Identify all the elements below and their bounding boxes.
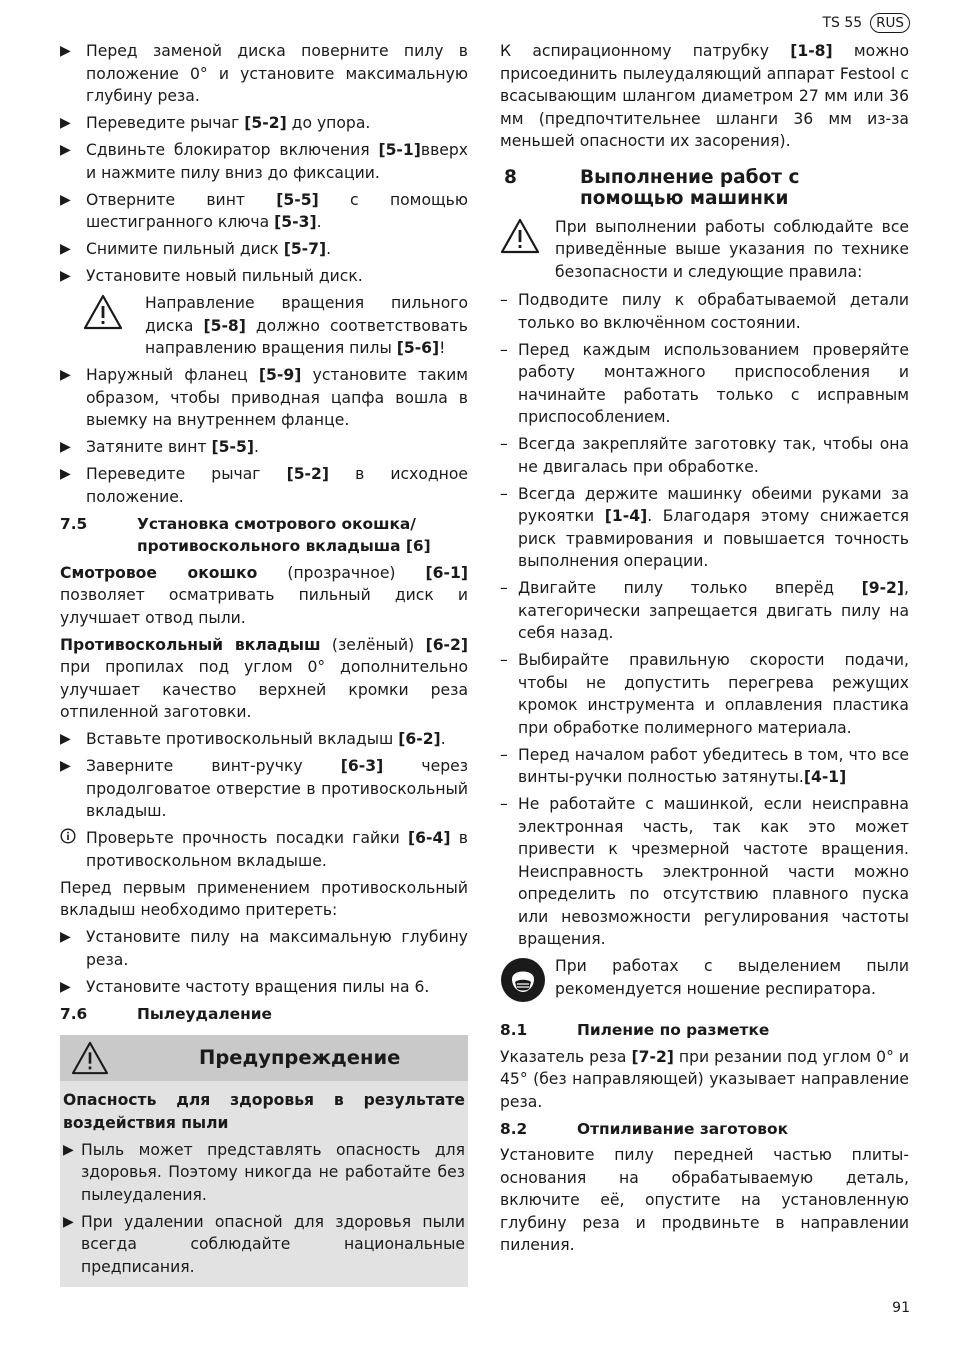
list-item: – Перед началом работ убедитесь в том, что все винты-ручки полностью затянуты.[4-1] (500, 745, 909, 786)
arrow-bullet-icon: ▶ (60, 268, 71, 284)
paragraph-8-1: Указатель реза [7-2] при резании под углом 0° и 45° (без направляющей) указывает направление реза. (500, 1047, 909, 1111)
arrow-bullet-icon: ▶ (60, 466, 71, 482)
left-column (60, 40, 468, 1287)
list-item: ▶ Перед заменой диска поверните пилу в положение 0° и установите максимальную глубину реза. (60, 40, 468, 108)
paragraph-insert: Противоскольный вкладыш (зелёный) [6-2] при пропилах под углом 0° дополнительно улучшает качество верхней кромки реза отпиленной заготовки. (60, 635, 468, 721)
arrow-bullet-icon: ▶ (60, 142, 71, 158)
page-header (822, 12, 910, 35)
list-item: – Перед каждым использованием проверяйте работу монтажного приспособления и начинайте работать только с исправным приспособлением. (500, 340, 909, 426)
list-item: – Не работайте с машинкой, если неисправна электронная часть, так как это может привести к чрезмерной частоте вращения. Неисправность электронной части можно определить по отсутствию плавного пуска или невозможности регулирования частоты вращения. (500, 795, 909, 948)
paragraph-window: Смотровое окошко (прозрачное) [6-1] позволяет осматривать пильный диск и улучшает отвод пыли. (60, 563, 468, 627)
list-item: ▶ Сдвиньте блокиратор включения [5-1]вверх и нажмите пилу вниз до фиксации. (60, 139, 468, 184)
page-number: 91 (892, 1300, 910, 1316)
warning-triangle-icon (500, 216, 555, 284)
caution-note: Направление вращения пильного диска [5-8] должно соответствовать направлению вращения пилы [5-6]! (60, 292, 468, 360)
warning-triangle-icon (60, 1041, 120, 1075)
list-item: ▶ Вставьте противоскольный вкладыш [6-2]. (60, 728, 468, 751)
respirator-note: При работах с выделением пыли рекомендуется ношение респиратора. (500, 955, 909, 1003)
list-item: – Двигайте пилу только вперёд [9-2], категорически запрещается двигать пилу на себя назад. (500, 579, 909, 642)
list-item: – Выбирайте правильную скорости подачи, чтобы не допустить перегрева режущих кромок инструмента и оплавления пластика при обработке полимерного материала. (500, 651, 909, 737)
section-heading-7-5: 7.5 Установка смотрового окошка/ противоскольного вкладыша [6] (60, 514, 431, 555)
section-heading-8-1: 8.1 Пиление по разметке (500, 1021, 770, 1039)
list-item: ▶ При удалении опасной для здоровья пыли всегда соблюдайте национальные предписания. (63, 1211, 465, 1279)
list-item: – Всегда держите машинку обеими руками за рукоятки [1-4]. Благодаря этому снижается риск травмирования и повышается точность выполнения операции. (500, 484, 909, 570)
arrow-bullet-icon: ▶ (63, 1141, 74, 1158)
arrow-bullet-icon: ▶ (60, 241, 71, 257)
list-item: ▶ Установите частоту вращения пилы на 6. (60, 976, 468, 999)
paragraph-8-2: Установите пилу передней частью плиты-основания на обрабатываемую деталь, включите её, опустите на установленную глубину реза и продвиньте в направлении пиления. (500, 1146, 909, 1254)
arrow-bullet-icon: ▶ (60, 731, 71, 747)
section-heading-7-6: 7.6 Пылеудаление (60, 1004, 272, 1023)
respirator-icon (500, 955, 555, 1003)
section-heading-8-2: 8.2 Отпиливание заготовок (500, 1119, 789, 1138)
arrow-bullet-icon: ▶ (63, 1213, 74, 1230)
list-item: – Подводите пилу к обрабатываемой детали только во включённом состоянии. (500, 291, 909, 332)
list-item: – Всегда закрепляйте заготовку так, чтобы она не двигалась при обработке. (500, 435, 909, 476)
arrow-bullet-icon: ▶ (60, 758, 71, 774)
section-heading-8: 8 Выполнение работ с помощью машинки (504, 166, 800, 209)
warning-subtitle: Опасность для здоровья в результате воздействия пыли (63, 1091, 465, 1132)
info-item: Проверьте прочность посадки гайки [6-4] в противоскольном вкладыше. (60, 827, 468, 872)
info-icon (60, 827, 86, 872)
warning-box (60, 1035, 468, 1287)
arrow-bullet-icon: ▶ (60, 43, 71, 59)
arrow-bullet-icon: ▶ (60, 115, 71, 131)
right-column (500, 40, 909, 1261)
language-badge: RUS (870, 13, 910, 33)
paragraph-before-use: Перед первым применением противоскольный вкладыш необходимо притереть: (60, 878, 468, 919)
warning-title: Предупреждение (199, 1045, 401, 1069)
arrow-bullet-icon: ▶ (60, 929, 71, 945)
list-item: ▶ Переведите рычаг [5-2] до упора. (60, 112, 468, 135)
list-item: ▶ Отверните винт [5-5] с помощью шестигранного ключа [5-3]. (60, 189, 468, 234)
list-item: ▶ Пыль может представлять опасность для здоровья. Поэтому никогда не работайте без пылеудаления. (63, 1139, 465, 1207)
warning-header (60, 1035, 468, 1081)
list-item: ▶ Переведите рычаг [5-2] в исходное положение. (60, 463, 468, 508)
warning-triangle-icon (60, 292, 145, 360)
list-item: ▶ Снимите пильный диск [5-7]. (60, 238, 468, 261)
list-item: ▶ Затяните винт [5-5]. (60, 436, 468, 459)
model-label: TS 55 (822, 15, 863, 31)
list-item: ▶ Наружный фланец [5-9] установите таким образом, чтобы приводная цапфа вошла в выемку на внутреннем фланце. (60, 364, 468, 432)
arrow-bullet-icon: ▶ (60, 191, 71, 208)
arrow-bullet-icon: ▶ (60, 367, 71, 383)
safety-note: При выполнении работы соблюдайте все приведённые выше указания по технике безопасности и следующие правила: (500, 216, 909, 284)
list-item: ▶ Заверните винт-ручку [6-3] через продолговатое отверстие в противоскольный вкладыш. (60, 755, 468, 823)
arrow-bullet-icon: ▶ (60, 978, 71, 995)
list-item: ▶ Установите пилу на максимальную глубину реза. (60, 926, 468, 971)
paragraph-aspiration: К аспирационному патрубку [1-8] можно присоединить пылеудаляющий аппарат Festool с всасывающим шлангом диаметром 27 мм или 36 мм (предпочтительнее шланги 36 мм из-за меньшей опасности их засорения). (500, 42, 910, 150)
arrow-bullet-icon: ▶ (60, 439, 71, 455)
list-item: ▶ Установите новый пильный диск. (60, 265, 468, 288)
